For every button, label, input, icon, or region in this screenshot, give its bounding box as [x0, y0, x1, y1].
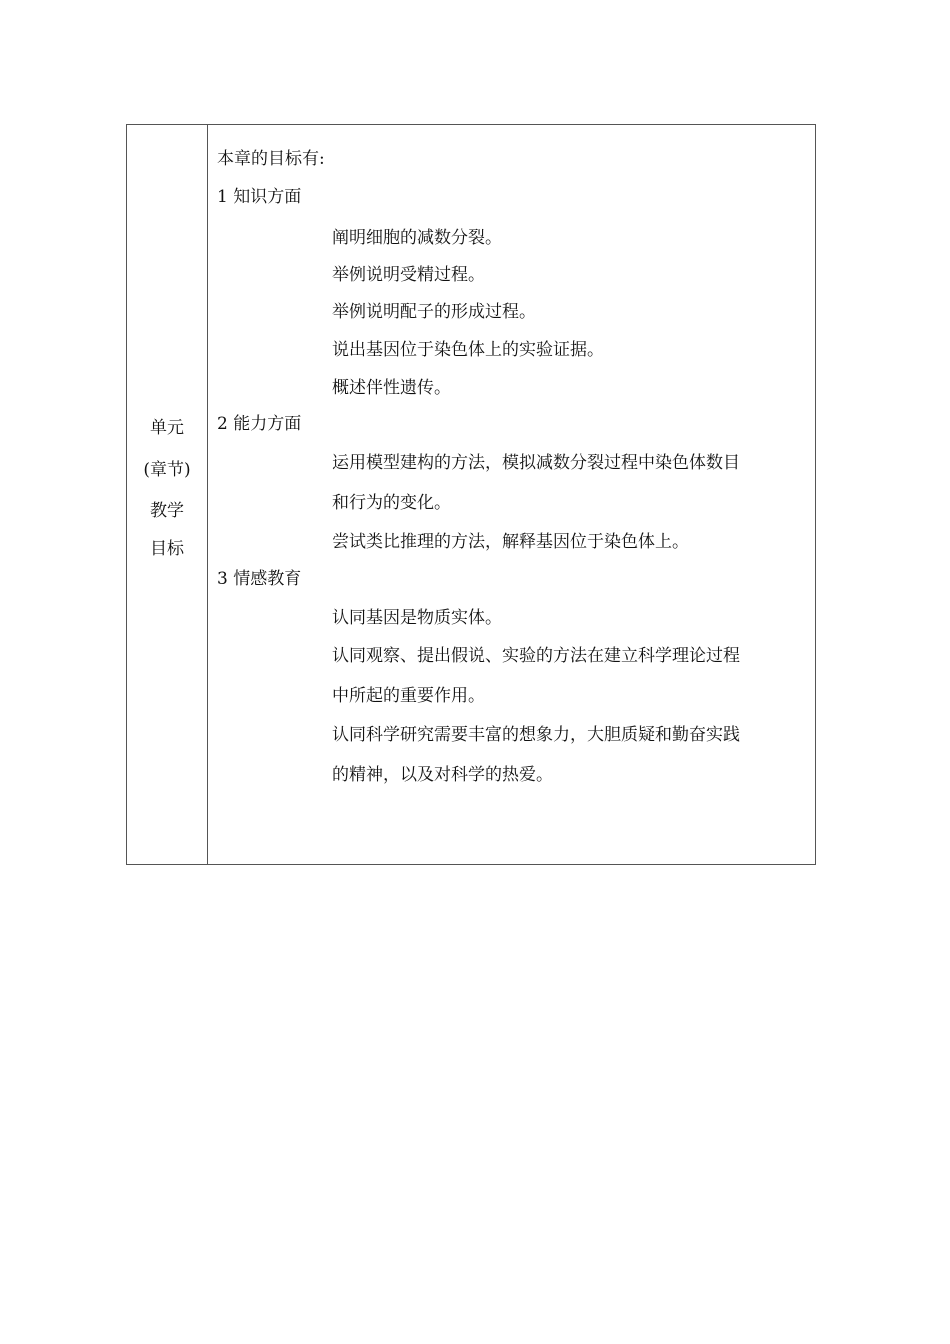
objective-item: 概述伴性遗传。: [332, 378, 451, 398]
label-cell: [127, 125, 207, 864]
section-heading: 1 知识方面: [217, 187, 302, 207]
intro-text: 本章的目标有:: [217, 149, 325, 169]
objective-item: 和行为的变化。: [332, 493, 451, 513]
section-heading: 2 能力方面: [217, 414, 302, 434]
objective-item: 中所起的重要作用。: [332, 686, 485, 706]
objective-item: 说出基因位于染色体上的实验证据。: [332, 340, 604, 360]
label-line: (章节): [143, 460, 191, 480]
objective-item: 尝试类比推理的方法，解释基因位于染色体上。: [332, 532, 689, 552]
objective-item: 阐明细胞的减数分裂。: [332, 228, 502, 248]
label-line: 单元: [150, 418, 184, 438]
objective-item: 认同基因是物质实体。: [332, 608, 502, 628]
label-line: 教学: [150, 501, 184, 521]
objective-item: 的精神，以及对科学的热爱。: [332, 765, 553, 785]
objectives-table: [126, 124, 816, 865]
objective-item: 认同观察、提出假说、实验的方法在建立科学理论过程: [332, 646, 740, 666]
objective-item: 举例说明配子的形成过程。: [332, 302, 536, 322]
label-line: 目标: [150, 539, 184, 559]
column-divider: [207, 125, 208, 864]
section-heading: 3 情感教育: [217, 569, 302, 589]
objective-item: 运用模型建构的方法，模拟减数分裂过程中染色体数目: [332, 453, 740, 473]
objective-item: 举例说明受精过程。: [332, 265, 485, 285]
objective-item: 认同科学研究需要丰富的想象力，大胆质疑和勤奋实践: [332, 725, 740, 745]
